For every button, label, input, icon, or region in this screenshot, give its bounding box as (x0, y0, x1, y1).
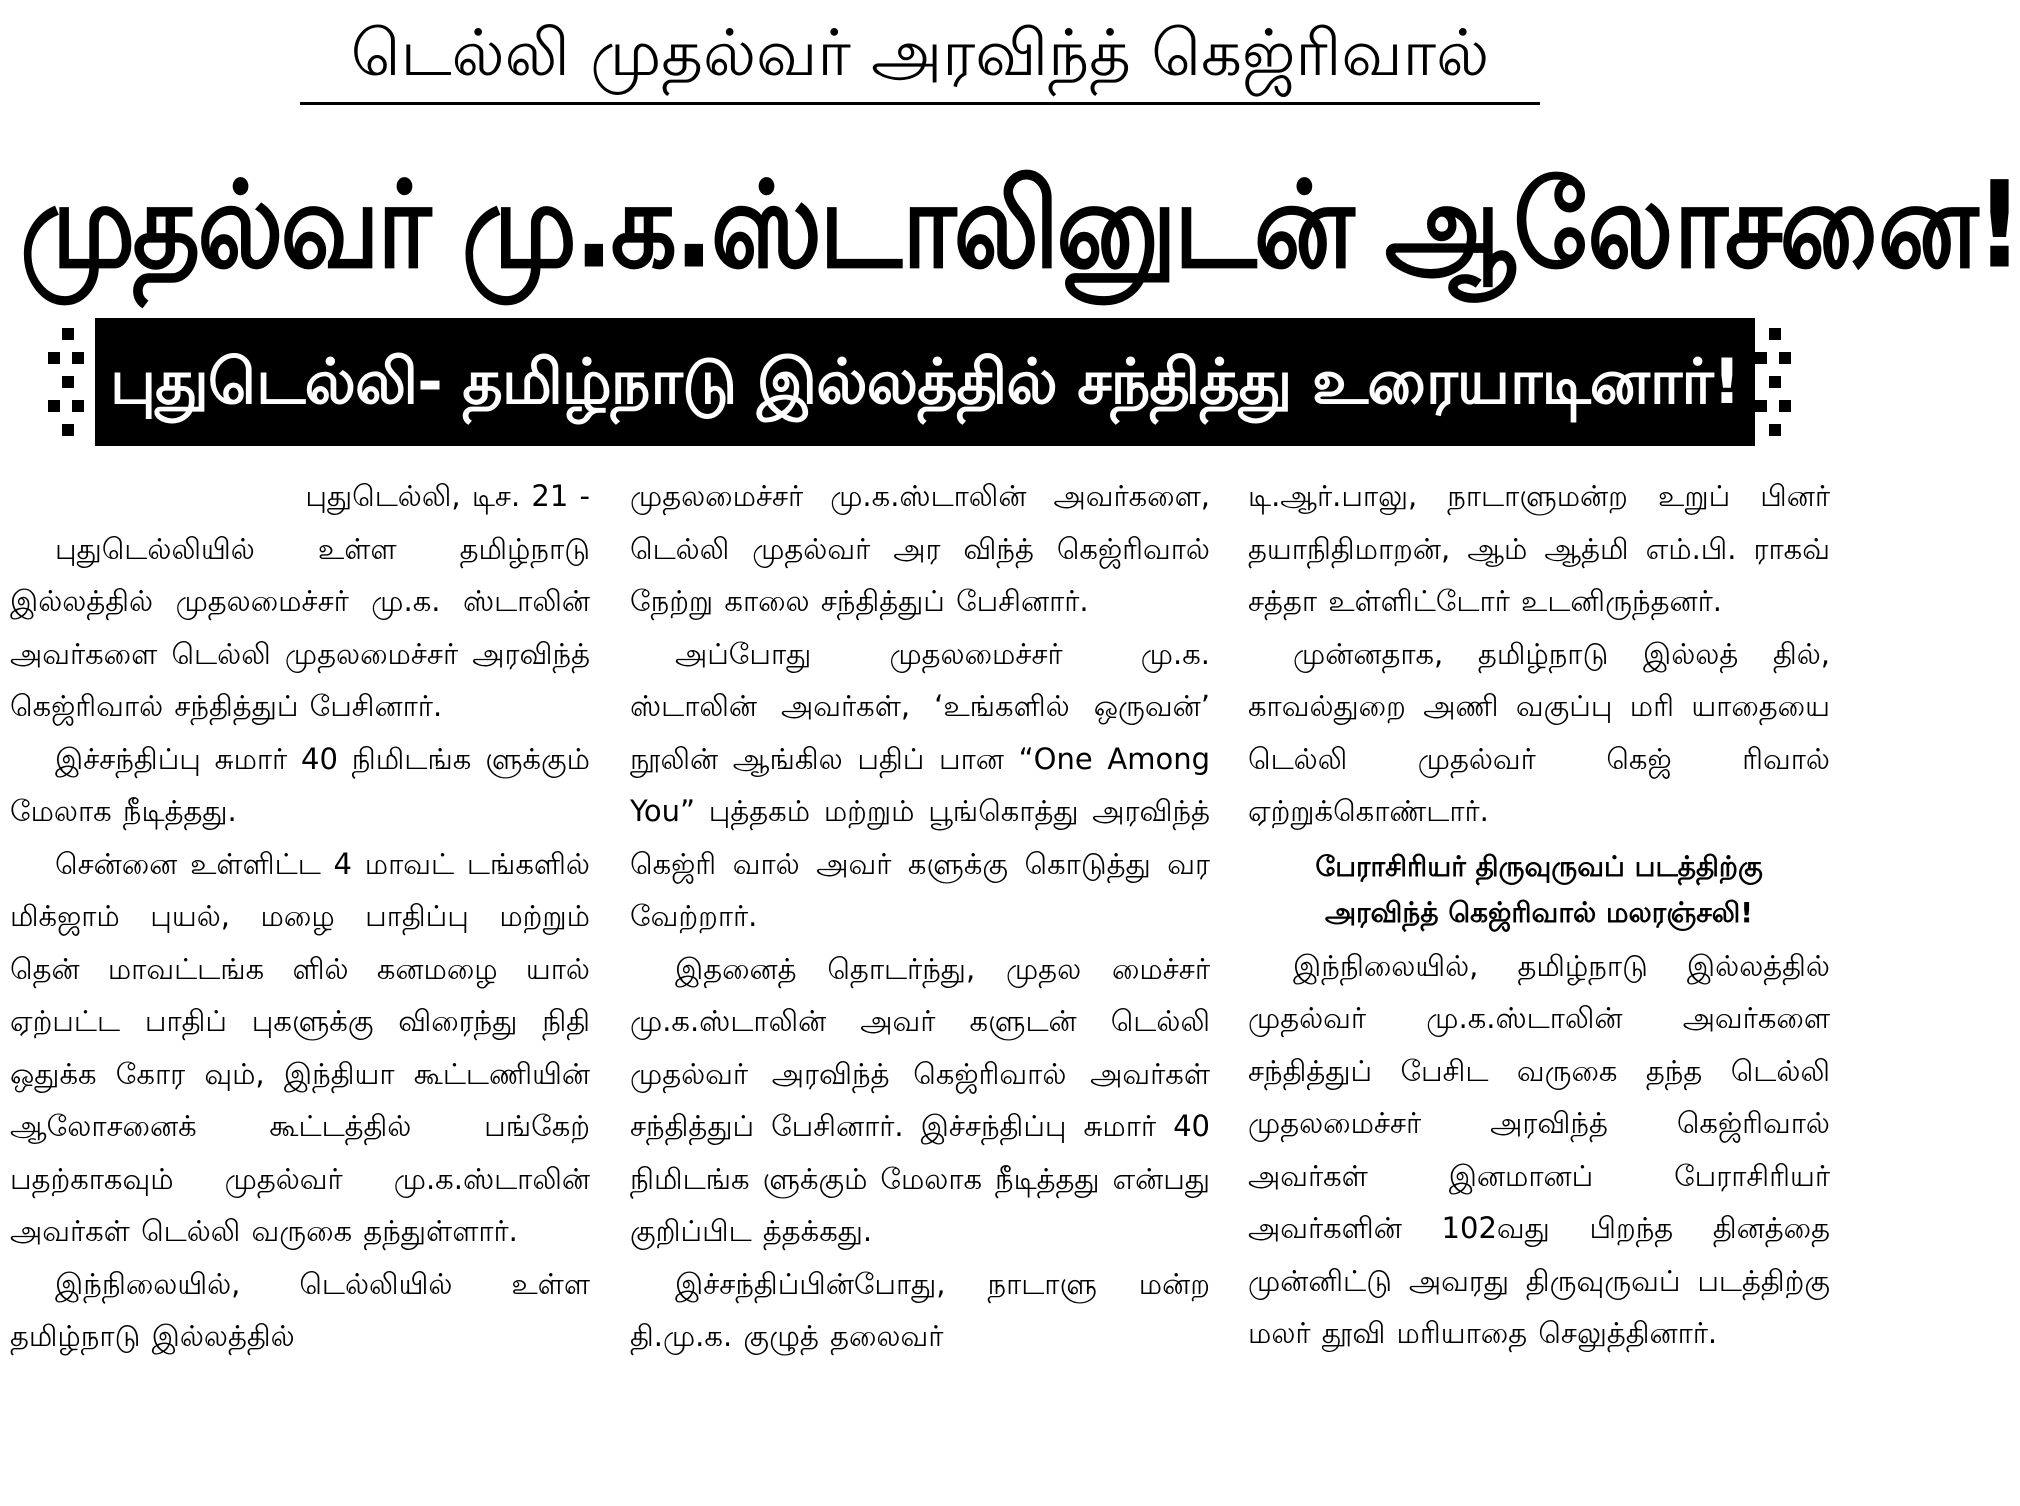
main-headline: முதல்வர் மு.க.ஸ்டாலினுடன் ஆலோசனை! (20, 154, 2020, 296)
article-column-2 (630, 470, 1210, 1500)
article-paragraph: இந்நிலையில், டெல்லியில் உள்ள தமிழ்நாடு இல்லத்தில் (10, 1266, 590, 1353)
kicker-underline (300, 102, 1540, 105)
dateline: புதுடெல்லி, டிச. 21 - (305, 479, 590, 513)
article-paragraph: புதுடெல்லியில் உள்ள தமிழ்நாடு இல்லத்தில் முதலமைச்சர் மு.க. ஸ்டாலின் அவர்களை டெல்லி முதலமைச்சர் அரவிந்த் கெஜ்ரிவால் சந்தித்துப் பேசினார். (10, 531, 590, 723)
article-paragraph: சென்னை உள்ளிட்ட 4 மாவட் டங்களில் மிக்ஜாம் புயல், மழை பாதிப்பு மற்றும் தென் மாவட்டங்க ளில் கனமழை யால் ஏற்பட்ட பாதிப் புகளுக்கு விரைந்து நிதி ஒதுக்க கோர வும், இந்தியா கூட்டணியின் ஆலோசனைக் கூட்டத்தில் பங்கேற் பதற்காகவும் முதல்வர் மு.க.ஸ்டாலின் அவர்கள் டெல்லி வருகை தந்துள்ளார். (10, 846, 590, 1248)
subheading-line: அரவிந்த் கெஜ்ரிவால் மலரஞ்சலி! (1324, 895, 1754, 929)
article-paragraph: இச்சந்திப்பின்போது, நாடாளு மன்ற தி.மு.க. குழுத் தலைவர் (630, 1266, 1210, 1353)
article-paragraph: அப்போது முதலமைச்சர் மு.க. ஸ்டாலின் அவர்கள், ‘உங்களில் ஒருவன்’ நூலின் ஆங்கில பதிப் பான “One Among You” புத்தகம் மற்றும் பூங்கொத்து அரவிந்த் கெஜ்ரி வால் அவர் களுக்கு கொடுத்து வர வேற்றார். (630, 636, 1210, 933)
article-subheading (1248, 844, 1830, 936)
article-paragraph-continued: டி.ஆர்.பாலு, நாடாளுமன்ற உறுப் பினர் தயாநிதிமாறன், ஆம் ஆத்மி எம்.பி. ராகவ் சத்தா உள்ளிட்டோர் உடனிருந்தனர். (1248, 479, 1830, 618)
banner-ornament-left (48, 328, 88, 436)
article-paragraph: இதனைத் தொடர்ந்து, முதல மைச்சர் மு.க.ஸ்டாலின் அவர் களுடன் டெல்லி முதல்வர் அரவிந்த் கெஜ்ரிவால் அவர்கள் சந்தித்துப் பேசினார். இச்சந்திப்பு சுமார் 40 நிமிடங்க ளுக்கும் மேலாக நீடித்தது என்பது குறிப்பிட த்தக்கது. (630, 951, 1210, 1248)
article-paragraph: இச்சந்திப்பு சுமார் 40 நிமிடங்க ளுக்கும் மேலாக நீடித்தது. (10, 741, 590, 828)
article-column-3 (1248, 470, 1830, 1500)
article-column-1 (10, 470, 590, 1500)
article-paragraph-continued: முதலமைச்சர் மு.க.ஸ்டாலின் அவர்களை, டெல்லி முதல்வர் அர விந்த் கெஜ்ரிவால் நேற்று காலை சந்தித்துப் பேசினார். (630, 479, 1210, 618)
subheadline-banner: புதுடெல்லி- தமிழ்நாடு இல்லத்தில் சந்தித்து உரையாடினார்! (95, 318, 1755, 446)
article-paragraph: இந்நிலையில், தமிழ்நாடு இல்லத்தில் முதல்வர் மு.க.ஸ்டாலின் அவர்களை சந்தித்துப் பேசிட வருகை தந்த டெல்லி முதலமைச்சர் அரவிந்த் கெஜ்ரிவால் அவர்கள் இனமானப் பேராசிரியர் அவர்களின் 102வது பிறந்த தினத்தை முன்னிட்டு அவரது திருவுருவப் படத்திற்கு மலர் தூவி மரியாதை செலுத்தினார். (1248, 948, 1830, 1350)
subheading-line: பேராசிரியர் திருவுருவப் படத்திற்கு (1315, 849, 1763, 883)
kicker-headline: டெல்லி முதல்வர் அரவிந்த் கெஜ்ரிவால் (350, 17, 1490, 91)
article-paragraph: முன்னதாக, தமிழ்நாடு இல்லத் தில், காவல்துறை அணி வகுப்பு மரி யாதையை டெல்லி முதல்வர் கெஜ் ரிவால் ஏற்றுக்கொண்டார். (1248, 636, 1830, 828)
banner-ornament-right (1755, 328, 1795, 436)
